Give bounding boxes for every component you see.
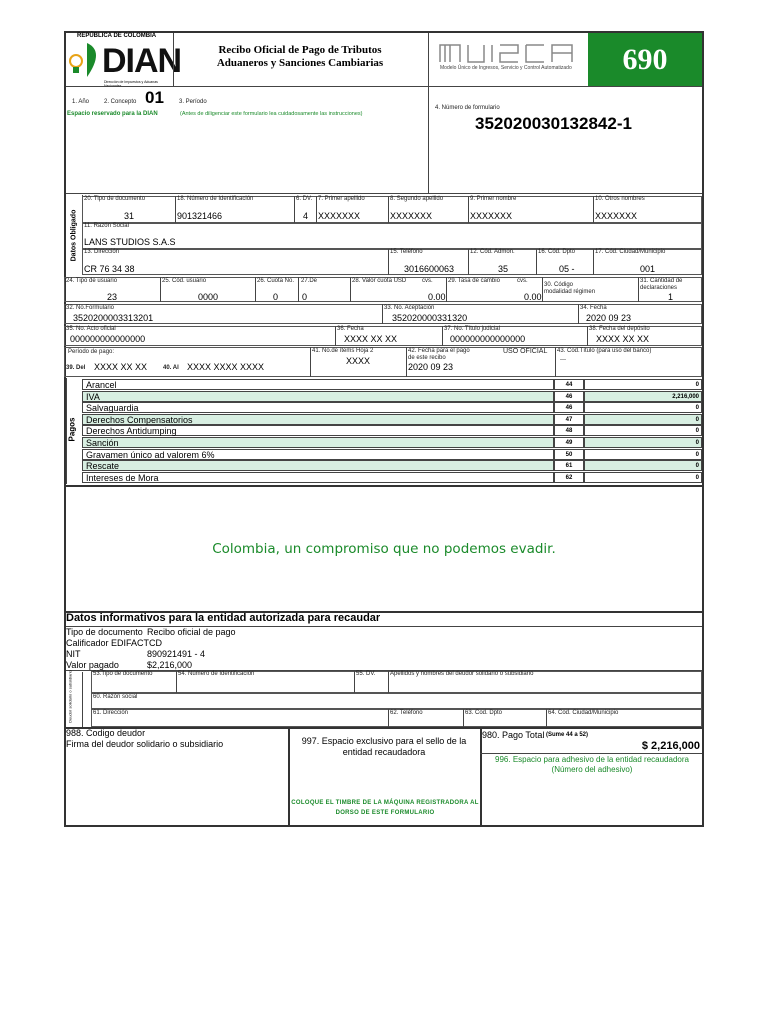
- pagos-concepto: Gravamen único ad valorem 6%: [82, 449, 554, 460]
- numero-formulario: 352020030132842-1: [475, 114, 632, 133]
- de-value: 0: [302, 292, 308, 302]
- codigo-deudor-label: 988. Codigo deudor: [66, 728, 146, 738]
- recaudo-title: Datos informativos para la entidad autorizada para recaudar: [66, 612, 381, 624]
- dv-value: 4: [303, 211, 309, 221]
- fecha36-value: XXXX XX XX: [344, 334, 398, 344]
- reserved-label: Espacio reservado para la DIAN: [67, 111, 158, 117]
- deudor-dpto-label: 63. Cod. Dpto: [465, 710, 503, 716]
- header-logo-area: [66, 33, 182, 88]
- numero-formulario-label: 4. Número de formulario: [435, 105, 500, 111]
- form-title-line1: Recibo Oficial de Pago de Tributos: [218, 44, 382, 56]
- nit-label: 18. Número de Identificación: [177, 196, 254, 202]
- sello-label: 997. Espacio exclusivo para el sello de la entidad recaudadora: [301, 736, 467, 757]
- anio-label: 1. Año: [72, 99, 90, 105]
- razon-value: LANS STUDIOS S.A.S: [84, 237, 176, 247]
- cvs1-label: cvs.: [422, 278, 433, 284]
- form-title-line2: Aduaneros y Sanciones Cambiarias: [216, 57, 384, 69]
- admon-value: 35: [498, 264, 509, 274]
- recaudo-valor-label: Valor pagado: [66, 660, 119, 670]
- deposito-label: 38. Fecha del depósito: [589, 326, 650, 332]
- pagos-valor: 0: [584, 437, 702, 448]
- tipo-usuario-label: 24. Tipo de usuario: [66, 278, 118, 284]
- pagos-concepto: Derechos Compensatorios: [82, 414, 554, 425]
- direccion-label: 13. Dirección: [84, 249, 120, 255]
- cvs2-label: cvs.: [517, 278, 528, 284]
- pagos-valor: 0: [584, 379, 702, 390]
- nit-value: 901321466: [177, 211, 223, 221]
- del-value: XXXX XX XX: [94, 362, 148, 372]
- pagos-concepto: Rescate: [82, 460, 554, 471]
- pagos-row: [82, 391, 702, 402]
- otros-label: 10. Otros nombres: [595, 196, 645, 202]
- pagos-row: [82, 379, 702, 390]
- acto-label: 35. No. Acto oficial: [66, 326, 116, 332]
- tipo-doc-label: 20. Tipo de documento: [84, 196, 146, 202]
- apellido1-label: 7. Primer apellido: [318, 196, 365, 202]
- muisca-caption: Modelo Único de Ingresos, Servicio y Control Automatizado: [440, 65, 572, 71]
- admon-label: 12. Cód. Admon.: [470, 249, 515, 255]
- obligado-section-label: Datos Obligado: [70, 209, 78, 262]
- pagos-code: 50: [554, 449, 584, 460]
- cuota-label: 26. Cuota No.: [257, 278, 295, 284]
- tipo-usuario-value: 23: [107, 292, 118, 302]
- dpto-label: 16. Cód. Dpto: [538, 249, 576, 255]
- nombre1-label: 9. Primer nombre: [470, 196, 517, 202]
- nombre1-value: XXXXXXX: [470, 211, 513, 221]
- cantidad-label: 31. Cantidad de declaraciones: [640, 278, 683, 291]
- instructions-text: (Antes de diligenciar este formulario lea cuidadosamente las instrucciones): [180, 111, 363, 117]
- pago-total-hint: (Sume 44 a 52): [546, 732, 589, 738]
- pagos-valor: 0: [584, 460, 702, 471]
- pagos-concepto: Salvaguardia: [82, 402, 554, 413]
- timbre-text: COLOQUE EL TIMBRE DE LA MÁQUINA REGISTRADORA AL DORSO DE ESTE FORMULARIO: [291, 800, 479, 816]
- pagos-row: [82, 449, 702, 460]
- pagos-valor: 2,216,000: [584, 391, 702, 402]
- deposito-value: XXXX XX XX: [596, 334, 650, 344]
- direccion-value: CR 76 34 38: [84, 264, 135, 274]
- uso-oficial-label: USO OFICIAL: [503, 348, 548, 355]
- recaudo-block: [66, 627, 366, 671]
- pagos-row: [82, 402, 702, 413]
- pagos-valor: 0: [584, 449, 702, 460]
- pagos-section-label: Pagos: [67, 417, 77, 442]
- pagos-valor: 0: [584, 472, 702, 483]
- valor-cuota-label: 28. Valor cuota USD: [352, 278, 407, 284]
- items-label: 41. No.de ítems Hoja 2: [312, 348, 374, 354]
- form-number-badge: [588, 33, 702, 86]
- pagos-row: [82, 425, 702, 436]
- recaudo-nit-value: 890921491 - 4: [147, 649, 206, 659]
- concepto-value: 01: [145, 88, 164, 107]
- country-label: REPÚBLICA DE COLOMBIA: [77, 33, 157, 39]
- pagos-code: 61: [554, 460, 584, 471]
- pagos-valor: 0: [584, 402, 702, 413]
- cantidad-value: 1: [668, 292, 674, 302]
- deudor-telefono-label: 62. Teléfono: [390, 710, 423, 716]
- pagos-code: 46: [554, 391, 584, 402]
- pago-total-label: 980. Pago Total: [482, 730, 545, 740]
- ciudad-value: 001: [640, 264, 656, 274]
- cuota-value: 0: [273, 292, 279, 302]
- fecha-pago-value: 2020 09 23: [408, 362, 454, 372]
- concepto-label: 2. Concepto: [104, 99, 137, 105]
- recaudo-tipo-label: Tipo de documento: [66, 627, 143, 637]
- cod-usuario-value: 0000: [198, 292, 219, 302]
- apellido2-value: XXXXXXX: [390, 211, 433, 221]
- recaudo-calificador: Calificador EDIFACTCD: [66, 638, 163, 648]
- pagos-code: 44: [554, 379, 584, 390]
- titulo-label: 37. No. Título judicial: [444, 326, 500, 332]
- items-value: XXXX: [346, 356, 371, 366]
- recaudo-valor-value: $2,216,000: [147, 660, 193, 670]
- dian-emblem-icon: [68, 51, 84, 75]
- pagos-concepto: Sanción: [82, 437, 554, 448]
- deudor-dv-label: 55. DV.: [356, 671, 376, 677]
- periodo-label: 3. Período: [179, 99, 207, 105]
- de-label: 27.De: [301, 278, 318, 284]
- firma-label: Firma del deudor solidario o subsidiario: [66, 739, 224, 749]
- deudor-tipo-label: 53.Tipo de documento: [93, 671, 153, 677]
- pagos-valor: 0: [584, 425, 702, 436]
- pagos-row: [82, 472, 702, 483]
- deudor-razon-label: 60. Razón social: [93, 694, 138, 700]
- fecha-value: 2020 09 23: [586, 313, 632, 323]
- dian-logo-subtitle: Dirección de Impuestos y Aduanas Nacionales: [104, 80, 158, 88]
- deudor-ciudad-label: 64. Cod. Ciudad/Municipio: [548, 710, 619, 716]
- dpto-value: 05 -: [559, 264, 575, 274]
- pagos-row: [82, 437, 702, 448]
- pagos-code: 46: [554, 402, 584, 413]
- fecha36-label: 36. Fecha: [337, 326, 364, 332]
- no-formulario-label: 32. No.Formulario: [66, 305, 115, 311]
- ciudad-label: 17. Cód. Ciudad/Municipio: [595, 249, 666, 255]
- codtitulo-value: ---: [560, 357, 566, 363]
- tipo-doc-value: 31: [124, 211, 135, 221]
- fecha-pago-label: 42. Fecha para el pago de este recibo: [408, 348, 470, 361]
- del-label: 39. Del: [66, 365, 86, 371]
- tasa-label: 29. Tasa de cambio: [448, 278, 500, 284]
- deudor-num-label: 54. Número de Identificación: [178, 671, 255, 677]
- al-label: 40. Al: [163, 365, 179, 371]
- pagos-row: [82, 460, 702, 471]
- apellido2-label: 8. Segundo apellido: [390, 196, 444, 202]
- pagos-concepto: IVA: [82, 391, 554, 402]
- form-number: 690: [622, 43, 668, 76]
- dian-logo-text: DIAN: [102, 42, 182, 80]
- al-value: XXXX XXXX XXXX: [187, 362, 265, 372]
- deudor-nombres-label: Apellidos y nombres del deudor solidario o subsidiario: [390, 671, 534, 677]
- aceptacion-value: 352020000331320: [392, 313, 468, 323]
- form-title: [175, 44, 425, 70]
- otros-value: XXXXXXX: [595, 211, 638, 221]
- tasa-value: 0.00: [524, 292, 542, 302]
- telefono-value: 3016600063: [404, 264, 455, 274]
- pagos-valor: 0: [584, 414, 702, 425]
- titulo-value: 000000000000000: [450, 334, 526, 344]
- pago-total-value: $ 2,216,000: [641, 740, 700, 752]
- acto-value: 000000000000000: [70, 334, 146, 344]
- recaudo-nit-label: NIT: [66, 649, 81, 659]
- fecha-label: 34. Fecha: [580, 305, 607, 311]
- pagos-row: [82, 414, 702, 425]
- codtitulo-label: 43. Cod.Título (para uso del banco): [557, 348, 652, 354]
- slogan-text: Colombia, un compromiso que no podemos evadir.: [212, 541, 556, 557]
- adhesivo-label: 996. Espacio para adhesivo de la entidad recaudadora (Número del adhesivo): [495, 755, 689, 774]
- aceptacion-label: 33. No. Aceptación: [384, 305, 435, 311]
- telefono-label: 15. Teléfono: [390, 249, 423, 255]
- modalidad-label: 30. Código modalidad régimen: [544, 282, 596, 295]
- pagos-code: 62: [554, 472, 584, 483]
- deudor-direccion-label: 61. Dirección: [93, 710, 129, 716]
- periodo-pago-label: Período de pago:: [68, 349, 115, 355]
- no-formulario-value: 3520200003313201: [73, 313, 154, 323]
- pagos-code: 49: [554, 437, 584, 448]
- pagos-concepto: Arancel: [82, 379, 554, 390]
- apellido1-value: XXXXXXX: [318, 211, 361, 221]
- pagos-concepto: Intereses de Mora: [82, 472, 554, 483]
- valor-cuota-value: 0.00: [428, 292, 446, 302]
- pagos-concepto: Derechos Antidumping: [82, 425, 554, 436]
- recaudo-tipo-value: Recibo oficial de pago: [147, 627, 236, 637]
- cod-usuario-label: 25. Cód. usuario: [162, 278, 207, 284]
- razon-label: 11. Razón Social: [84, 223, 129, 229]
- deudor-section-label: Deudor solidario o subsidiario: [67, 670, 73, 723]
- pagos-code: 47: [554, 414, 584, 425]
- pagos-code: 48: [554, 425, 584, 436]
- dv-label: 6. DV.: [296, 196, 313, 202]
